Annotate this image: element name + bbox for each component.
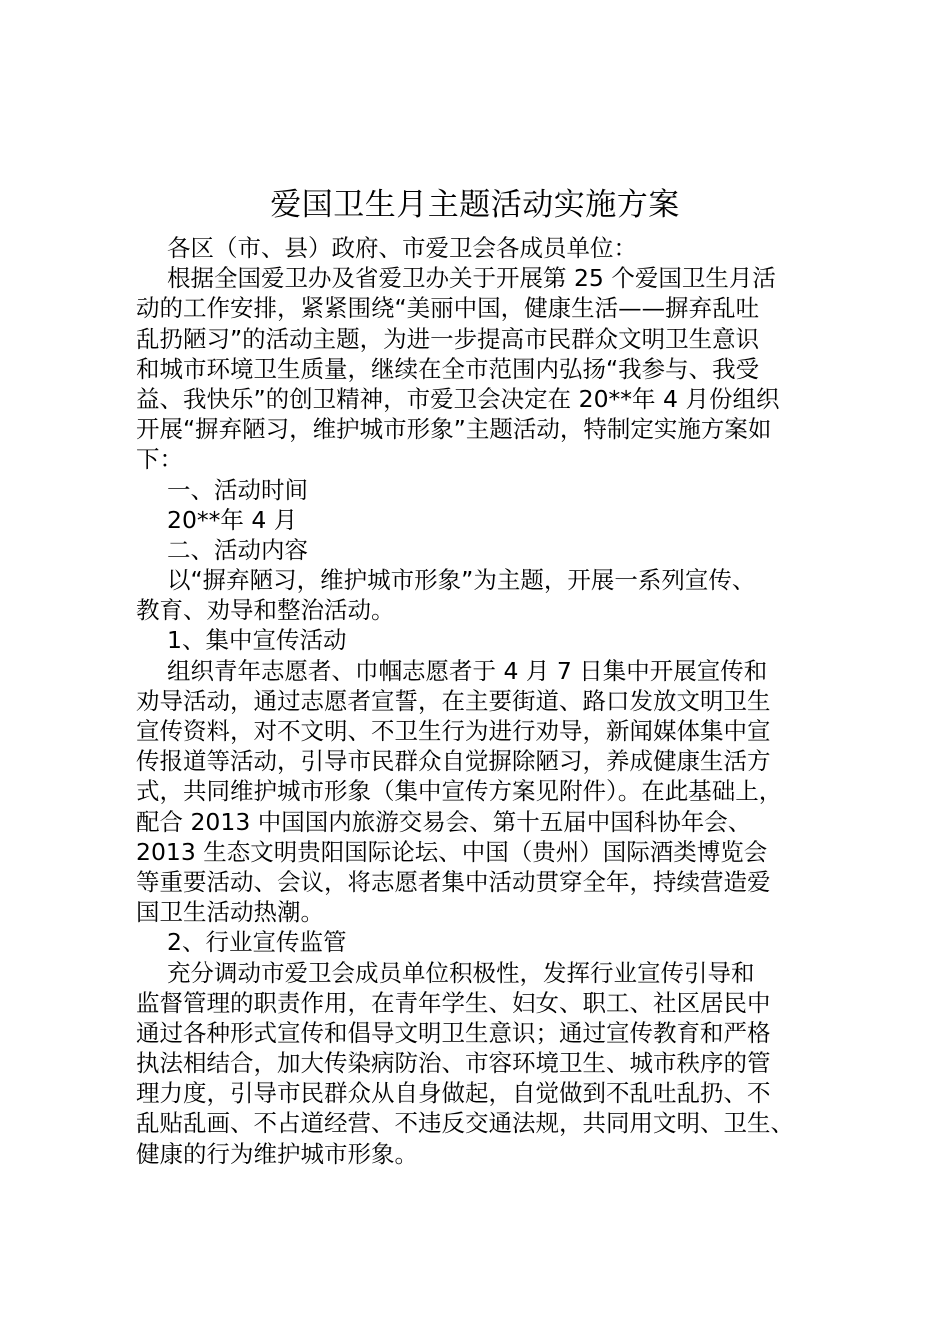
paragraph-line: 20**年 4 月 (167, 505, 298, 534)
paragraph-line: 二、活动内容 (167, 535, 308, 564)
document-title: 爱国卫生月主题活动实施方案 (270, 187, 680, 223)
document-body (136, 233, 836, 1169)
paragraph-line: 1、集中宣传活动 (167, 626, 347, 655)
paragraph-line: 配合 2013 中国国内旅游交易会、第十五届中国科协年会、 (136, 807, 752, 836)
paragraph-line: 2013 生态文明贵阳国际论坛、中国（贵州）国际酒类博览会 (136, 837, 768, 866)
paragraph-line: 理力度，引导市民群众从自身做起，自觉做到不乱吐乱扔、不 (136, 1079, 771, 1108)
paragraph-line: 教育、劝导和整治活动。 (136, 596, 395, 625)
paragraph-line: 开展“摒弃陋习，维护城市形象”主题活动，特制定实施方案如 (136, 415, 772, 444)
paragraph-line: 充分调动市爱卫会成员单位积极性，发挥行业宣传引导和 (167, 958, 755, 987)
paragraph-line: 一、活动时间 (167, 475, 308, 504)
paragraph-line: 宣传资料，对不文明、不卫生行为进行劝导，新闻媒体集中宣 (136, 717, 771, 745)
paragraph-line: 根据全国爱卫办及省爱卫办关于开展第 25 个爱国卫生月活 (167, 264, 776, 293)
paragraph-line: 组织青年志愿者、巾帼志愿者于 4 月 7 日集中开展宣传和 (167, 656, 768, 685)
paragraph-line: 和城市环境卫生质量，继续在全市范围内弘扬“我参与、我受 (136, 354, 760, 383)
paragraph-line: 动的工作安排，紧紧围绕“美丽中国，健康生活——摒弃乱吐 (136, 294, 760, 323)
paragraph-line: 监督管理的职责作用，在青年学生、妇女、职工、社区居民中 (136, 988, 771, 1017)
paragraph-line: 等重要活动、会议，将志愿者集中活动贯穿全年，持续营造爱 (136, 867, 771, 896)
paragraph-line: 各区（市、县）政府、市爱卫会各成员单位： (167, 234, 637, 262)
paragraph-line: 劝导活动，通过志愿者宣誓，在主要街道、路口发放文明卫生 (136, 686, 771, 715)
paragraph-line: 健康的行为维护城市形象。 (136, 1139, 418, 1168)
paragraph-line: 乱扔陋习”的活动主题，为进一步提高市民群众文明卫生意识 (136, 324, 760, 353)
paragraph-line: 通过各种形式宣传和倡导文明卫生意识；通过宣传教育和严格 (136, 1018, 771, 1047)
paragraph-line: 乱贴乱画、不占道经营、不违反交通法规，共同用文明、卫生、 (136, 1109, 794, 1138)
paragraph-line: 国卫生活动热潮。 (136, 898, 324, 927)
paragraph-line: 式，共同维护城市形象（集中宣传方案见附件）。在此基础上， (136, 777, 783, 806)
paragraph-line: 以“摒弃陋习，维护城市形象”为主题，开展一系列宣传、 (167, 566, 756, 595)
paragraph-line: 传报道等活动，引导市民群众自觉摒除陋习，养成健康生活方 (136, 747, 771, 776)
paragraph-line: 下： (136, 445, 183, 474)
paragraph-line: 2、行业宣传监管 (167, 928, 347, 957)
paragraph-line: 执法相结合，加大传染病防治、市容环境卫生、城市秩序的管 (136, 1049, 771, 1078)
paragraph-line: 益、我快乐”的创卫精神，市爱卫会决定在 20**年 4 月份组织 (136, 384, 780, 413)
